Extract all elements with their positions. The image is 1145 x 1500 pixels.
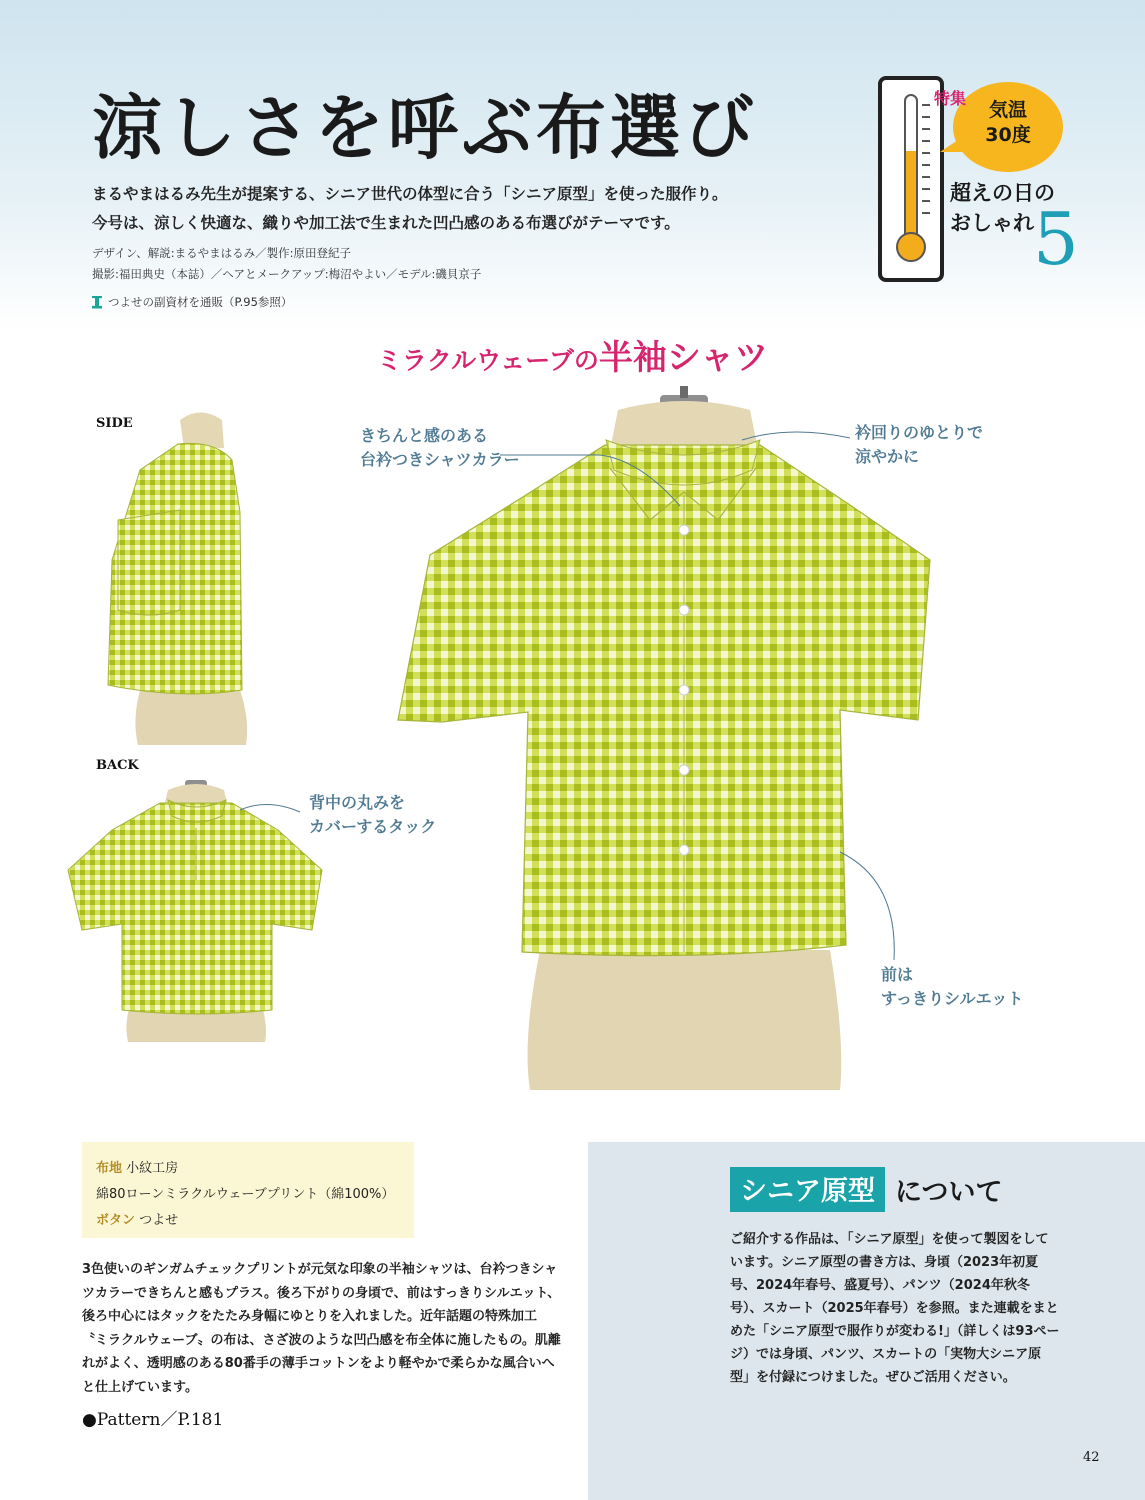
lead-line: 今号は、涼しく快適な、織りや加工法で生まれた凹凸感のある布選びがテーマです。 [92, 214, 680, 232]
callout-line: 衿回りのゆとりで [855, 423, 984, 442]
button-row [96, 1208, 400, 1234]
callout-line: 台衿つきシャツカラー [360, 450, 520, 469]
feature-number: 5 [1033, 197, 1079, 281]
side-view [108, 413, 247, 746]
button-vendor: つよせ [139, 1213, 179, 1228]
mail-order-text: つよせの副資材を通販（P.95参照） [108, 295, 293, 309]
side-view-label: SIDE [96, 416, 133, 431]
main-shirt [398, 440, 930, 956]
article-description: 3色使いのギンガムチェックプリントが元気な印象の半袖シャツは、台衿つきシャツカラーできちんと感もプラス。後ろ下がりの身頃で、前はすっきりシルエット、後ろ中心にはタックをたたみ身幅にゆとりを入れました。近年話題の特殊加工〝ミラクルウェーブ〟の布は、さざ波のような凹凸感を布全体に施したもの。肌離れがよく、透明感のある80番手の薄手コットンをより軽やかで柔らかな風合いへと仕上げています。 [82, 1262, 561, 1395]
fabric-key: 布地 [96, 1161, 123, 1176]
materials-box [82, 1142, 414, 1238]
senior-chip: シニア原型 [730, 1167, 885, 1212]
page-number: 42 [1083, 1450, 1100, 1465]
pattern-reference: ●Pattern／P.181 [82, 1410, 224, 1430]
feature-subtitle-line: 超えの日の [950, 181, 1055, 205]
callout-line: すっきりシルエット [881, 989, 1024, 1008]
fabric-vendor: 小紋工房 [126, 1161, 179, 1176]
lead-line: まるやまはるみ先生が提案する、シニア世代の体型に合う「シニア原型」を使った服作り。 [92, 185, 728, 203]
headline-prefix: ミラクルウェーブの [376, 346, 599, 375]
senior-body: ご紹介する作品は、「シニア原型」を使って製図をしています。シニア原型の書き方は、身頃（2023年初夏号、2024年春号、盛夏号）、パンツ（2024年秋冬号）、スカート（2025年春号）を参照。また連載をまとめた「シニア原型で服作りが変わる!」（詳しくは93ページ）では身頃、パンツ、スカートの「実物大シニア原型」を付録につけました。ぜひご活用ください。 [730, 1232, 1060, 1385]
button-key: ボタン [96, 1213, 136, 1228]
back-view [68, 780, 322, 1042]
callout-line: 涼やかに [855, 447, 920, 466]
credit-line: 撮影:福田典史（本誌）／ヘアとメークアップ:梅沼やよい／モデル:磯貝京子 [92, 267, 482, 281]
headline-main: 半袖シャツ [598, 338, 769, 378]
callout-neck [855, 421, 983, 469]
callout-line: 背中の丸みを [309, 793, 406, 812]
senior-heading-rest: について [895, 1177, 1003, 1208]
credit-line: デザイン、解説:まるやまはるみ／製作:原田登紀子 [92, 246, 352, 260]
callout-tuck [309, 791, 436, 839]
senior-heading [730, 1167, 1002, 1212]
feature-tag: 特集 [934, 89, 967, 108]
fabric-row [96, 1156, 400, 1182]
page-title: 涼しさを呼ぶ布選び [92, 87, 758, 169]
callout-line: 前は [881, 965, 914, 984]
callout-front [881, 963, 1023, 1011]
callout-line: カバーするタック [309, 817, 437, 836]
back-view-label: BACK [96, 758, 139, 773]
fabric-name: 綿80ローンミラクルウェーブプリント（綿100%） [96, 1187, 395, 1202]
badge-line: 気温 [988, 99, 1027, 121]
feature-subtitle-line: おしゃれ [950, 211, 1034, 235]
badge-line: 30度 [985, 124, 1031, 146]
callout-collar [360, 424, 520, 472]
callout-line: きちんと感のある [360, 426, 489, 445]
